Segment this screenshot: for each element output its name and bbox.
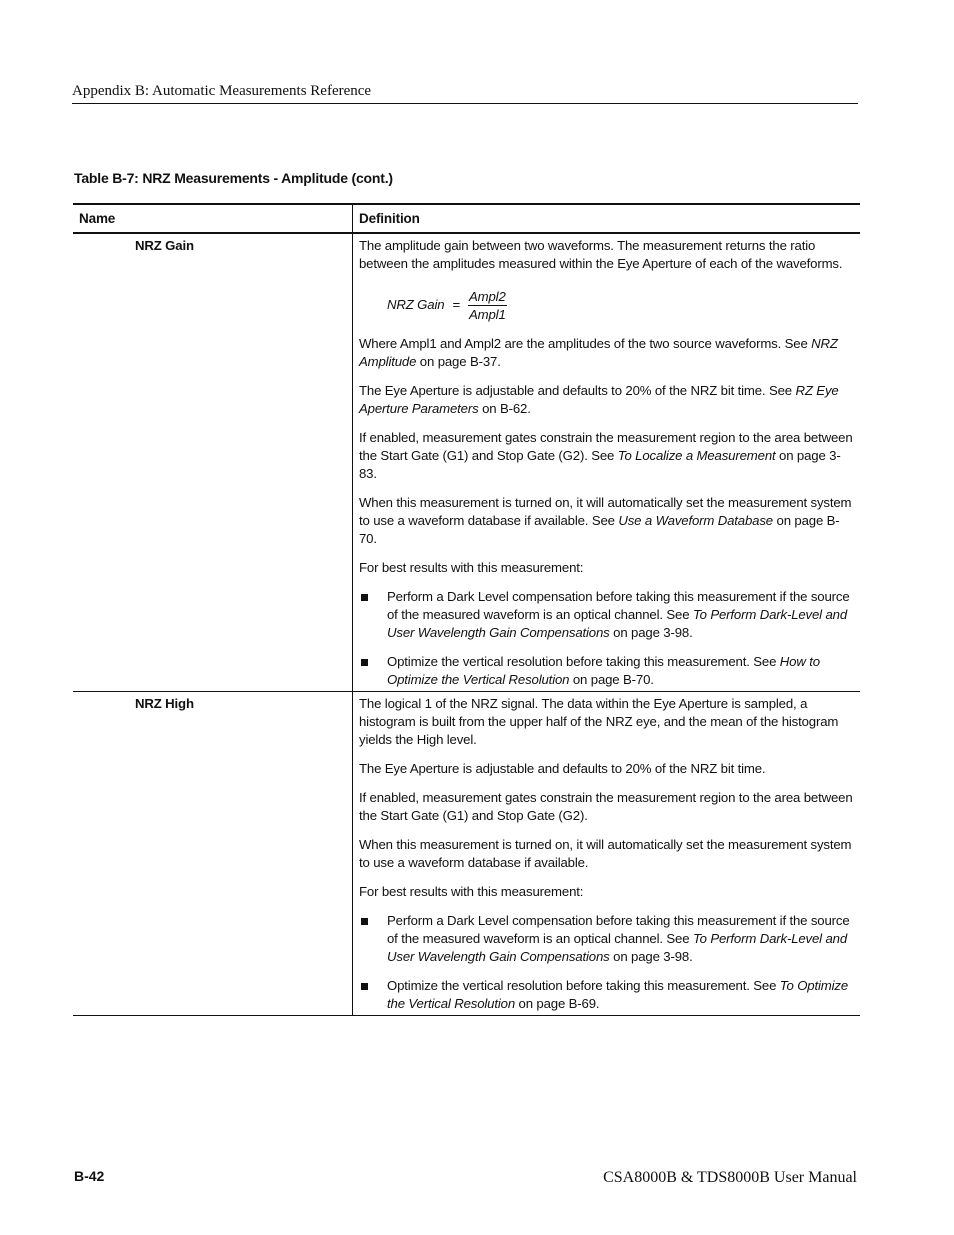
measurements-table bbox=[73, 203, 860, 1016]
xref-rz-eye-aperture[interactable]: RZ Eye Aperture Parameters bbox=[359, 383, 839, 416]
definition-nrz-gain bbox=[353, 233, 861, 692]
list-item: Optimize the vertical resolution before taking this measurement. See To Optimize the Vertical Resolution on page B-69. bbox=[359, 977, 854, 1013]
high-database-note: When this measurement is turned on, it will automatically set the measurement system to use a waveform database if available. bbox=[359, 837, 852, 870]
table-row-nrz-high bbox=[73, 692, 860, 1016]
column-header-definition: Definition bbox=[353, 204, 861, 233]
formula-lhs: NRZ Gain bbox=[387, 297, 445, 312]
column-header-name: Name bbox=[73, 204, 353, 233]
xref-optimize-vertical[interactable]: How to Optimize the Vertical Resolution bbox=[387, 654, 820, 687]
gain-eye-aperture-note: The Eye Aperture is adjustable and defaults to 20% of the NRZ bit time. See RZ Eye Aperture Parameters on B-62. bbox=[359, 383, 839, 416]
list-item: Perform a Dark Level compensation before taking this measurement if the source of the measured waveform is an optical channel. See To Perform Dark-Level and User Wavelength Gain Compensations on page 3-98. bbox=[359, 912, 854, 966]
gain-best-results: For best results with this measurement: bbox=[359, 560, 584, 575]
measurement-name-nrz-gain: NRZ Gain bbox=[73, 233, 353, 692]
xref-waveform-database[interactable]: Use a Waveform Database bbox=[618, 513, 773, 528]
page-number: B-42 bbox=[74, 1168, 105, 1184]
gain-gates-note: If enabled, measurement gates constrain the measurement region to the area between the Start Gate (G1) and Stop Gate (G2). See To Localize a Measurement on page 3-83. bbox=[359, 430, 853, 481]
high-description: The logical 1 of the NRZ signal. The data within the Eye Aperture is sampled, a histogram is built from the upper half of the NRZ eye, and the mean of the histogram yields the High level. bbox=[359, 696, 839, 747]
formula-denominator: Ampl1 bbox=[469, 306, 506, 322]
gain-formula bbox=[387, 284, 854, 326]
formula-numerator: Ampl2 bbox=[469, 288, 506, 304]
definition-nrz-high bbox=[353, 692, 861, 1016]
formula-fraction bbox=[468, 288, 507, 323]
high-best-results: For best results with this measurement: bbox=[359, 884, 584, 899]
measurement-name-nrz-high: NRZ High bbox=[73, 692, 353, 1016]
high-eye-aperture-note: The Eye Aperture is adjustable and defaults to 20% of the NRZ bit time. bbox=[359, 761, 766, 776]
high-gates-note: If enabled, measurement gates constrain the measurement region to the area between the Start Gate (G1) and Stop Gate (G2). bbox=[359, 790, 853, 823]
list-item: Optimize the vertical resolution before taking this measurement. See How to Optimize the Vertical Resolution on page B-70. bbox=[359, 653, 854, 689]
xref-nrz-amplitude[interactable]: NRZ Amplitude bbox=[359, 336, 838, 369]
running-header: Appendix B: Automatic Measurements Reference bbox=[72, 82, 858, 104]
xref-dark-level[interactable]: To Perform Dark-Level and User Wavelength Gain Compensations bbox=[387, 607, 848, 640]
table-header-row bbox=[73, 204, 860, 233]
xref-localize-measurement[interactable]: To Localize a Measurement bbox=[617, 448, 776, 463]
xref-optimize-vertical[interactable]: To Optimize the Vertical Resolution bbox=[387, 978, 849, 1011]
list-item: Perform a Dark Level compensation before taking this measurement if the source of the measured waveform is an optical channel. See To Perform Dark-Level and User Wavelength Gain Compensations on page 3-98. bbox=[359, 588, 854, 642]
high-tips-list bbox=[359, 912, 854, 1013]
gain-description: The amplitude gain between two waveforms. The measurement returns the ratio between the amplitudes measured within the Eye Aperture of each of the waveforms. bbox=[359, 238, 843, 271]
gain-database-note: When this measurement is turned on, it will automatically set the measurement system to use a waveform database if available. See Use a Waveform Database on page B-70. bbox=[359, 495, 852, 546]
xref-dark-level[interactable]: To Perform Dark-Level and User Wavelength Gain Compensations bbox=[387, 931, 848, 964]
gain-tips-list bbox=[359, 588, 854, 689]
manual-title: CSA8000B & TDS8000B User Manual bbox=[603, 1169, 857, 1186]
table-row-nrz-gain bbox=[73, 233, 860, 692]
gain-where-note: Where Ampl1 and Ampl2 are the amplitudes of the two source waveforms. See NRZ Amplitude on page B-37. bbox=[359, 336, 838, 369]
table-caption: Table B-7: NRZ Measurements - Amplitude (cont.) bbox=[74, 170, 393, 186]
formula-equals: = bbox=[452, 297, 460, 312]
